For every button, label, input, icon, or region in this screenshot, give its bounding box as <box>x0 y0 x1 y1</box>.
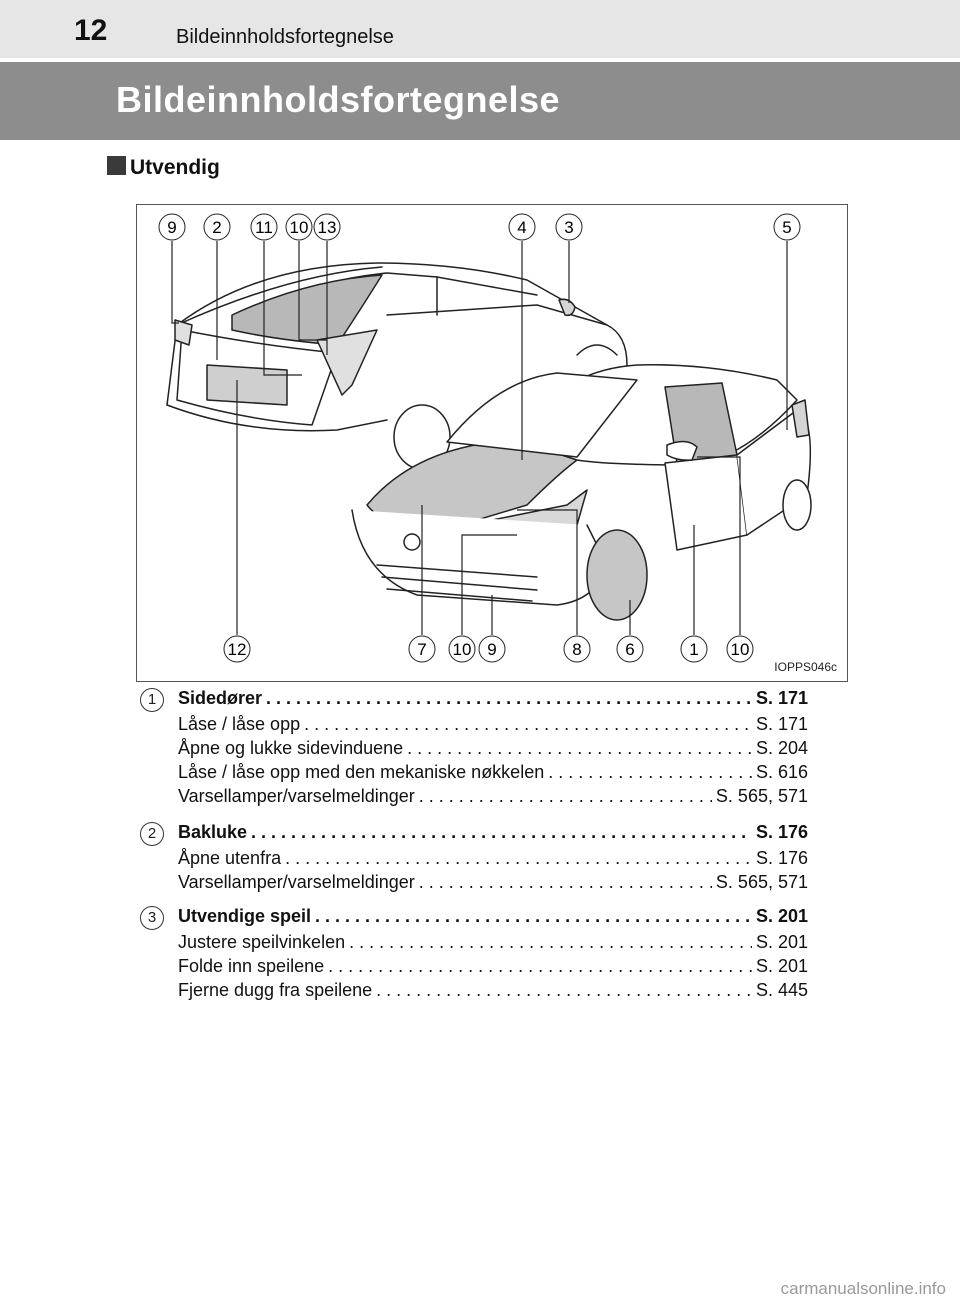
callout-bottom-1 <box>681 636 707 662</box>
svg-text:1: 1 <box>689 640 699 659</box>
callout-bottom-12 <box>224 636 250 662</box>
toc-sub-line[interactable]: Åpne og lukke sidevinduene . . . S. 204 <box>178 738 808 763</box>
svg-text:10: 10 <box>289 218 309 237</box>
svg-text:6: 6 <box>625 640 635 659</box>
callout-bottom-8 <box>564 636 590 662</box>
entry-number: 2 <box>140 822 164 846</box>
callout-top-4 <box>509 214 535 240</box>
callout-bottom-10a <box>449 636 475 662</box>
toc-sub-line[interactable]: Justere speilvinkelen . . . S. 201 <box>178 932 808 957</box>
callout-top-11 <box>251 214 277 240</box>
rear-lamp-left <box>175 320 192 345</box>
svg-text:13: 13 <box>317 218 337 237</box>
entry-number: 1 <box>140 688 164 712</box>
figure-code: IOPPS046c <box>774 660 837 674</box>
square-bullet-icon <box>107 156 126 175</box>
running-title: Bildeinnholdsfortegnelse <box>176 26 394 48</box>
entry-number: 3 <box>140 906 164 930</box>
callout-top-9 <box>159 214 185 240</box>
running-header <box>0 0 960 58</box>
rear-wheel-front-car <box>783 480 811 530</box>
vehicle-exterior-figure <box>136 204 848 682</box>
toc-sub-line[interactable]: Folde inn speilene . . . S. 201 <box>178 956 808 981</box>
svg-text:2: 2 <box>212 218 222 237</box>
toc-sub-line[interactable]: Låse / låse opp med den mekaniske nøkkelen . . . S. 616 <box>178 762 808 787</box>
svg-text:9: 9 <box>167 218 177 237</box>
svg-text:12: 12 <box>227 640 247 659</box>
svg-text:10: 10 <box>452 640 472 659</box>
svg-text:5: 5 <box>782 218 792 237</box>
leader-9-top <box>172 241 179 323</box>
page-number: 12 <box>74 14 108 47</box>
callout-top-5 <box>774 214 800 240</box>
toc-sub-line[interactable]: Varsellamper/varselmeldinger . . . S. 565, 571 <box>178 872 808 897</box>
callout-top-10 <box>286 214 312 240</box>
front-wheel <box>587 530 647 620</box>
toc-main-line[interactable]: Bakluke . . . S. 176 <box>178 822 808 847</box>
toc-main-line[interactable]: Utvendige speil . . . S. 201 <box>178 906 808 931</box>
rear-car-front-wheel-arch <box>577 345 617 355</box>
svg-text:3: 3 <box>564 218 574 237</box>
svg-text:8: 8 <box>572 640 582 659</box>
toc-main-line[interactable]: Sidedører . . . S. 171 <box>178 688 808 713</box>
callout-bottom-9 <box>479 636 505 662</box>
front-emblem <box>404 534 420 550</box>
front-car-mirror <box>667 441 697 460</box>
car-illustration <box>137 205 847 681</box>
svg-text:11: 11 <box>255 218 273 237</box>
section-heading-text: Utvendig <box>130 156 220 179</box>
front-bumper <box>352 510 607 605</box>
toc-sub-line[interactable]: Fjerne dugg fra speilene . . . S. 445 <box>178 980 808 1005</box>
callout-top-13 <box>314 214 340 240</box>
callout-top-3 <box>556 214 582 240</box>
rear-license-area <box>207 365 287 405</box>
section-heading <box>107 156 220 180</box>
toc-sub-line[interactable]: Åpne utenfra . . . S. 176 <box>178 848 808 873</box>
svg-text:9: 9 <box>487 640 497 659</box>
svg-text:10: 10 <box>730 640 750 659</box>
toc-sub-line[interactable]: Varsellamper/varselmeldinger . . . S. 565, 571 <box>178 786 808 811</box>
rear-car-mirror <box>559 299 575 315</box>
callout-bottom-10b <box>727 636 753 662</box>
svg-text:4: 4 <box>517 218 527 237</box>
callout-top-2 <box>204 214 230 240</box>
watermark: carmanualsonline.info <box>780 1279 946 1298</box>
toc-sub-line[interactable]: Låse / låse opp . . . S. 171 <box>178 714 808 739</box>
svg-text:7: 7 <box>417 640 427 659</box>
front-door <box>665 455 747 550</box>
callout-bottom-7 <box>409 636 435 662</box>
chapter-title-band <box>0 62 960 140</box>
chapter-title: Bildeinnholdsfortegnelse <box>116 79 561 120</box>
callout-bottom-6 <box>617 636 643 662</box>
